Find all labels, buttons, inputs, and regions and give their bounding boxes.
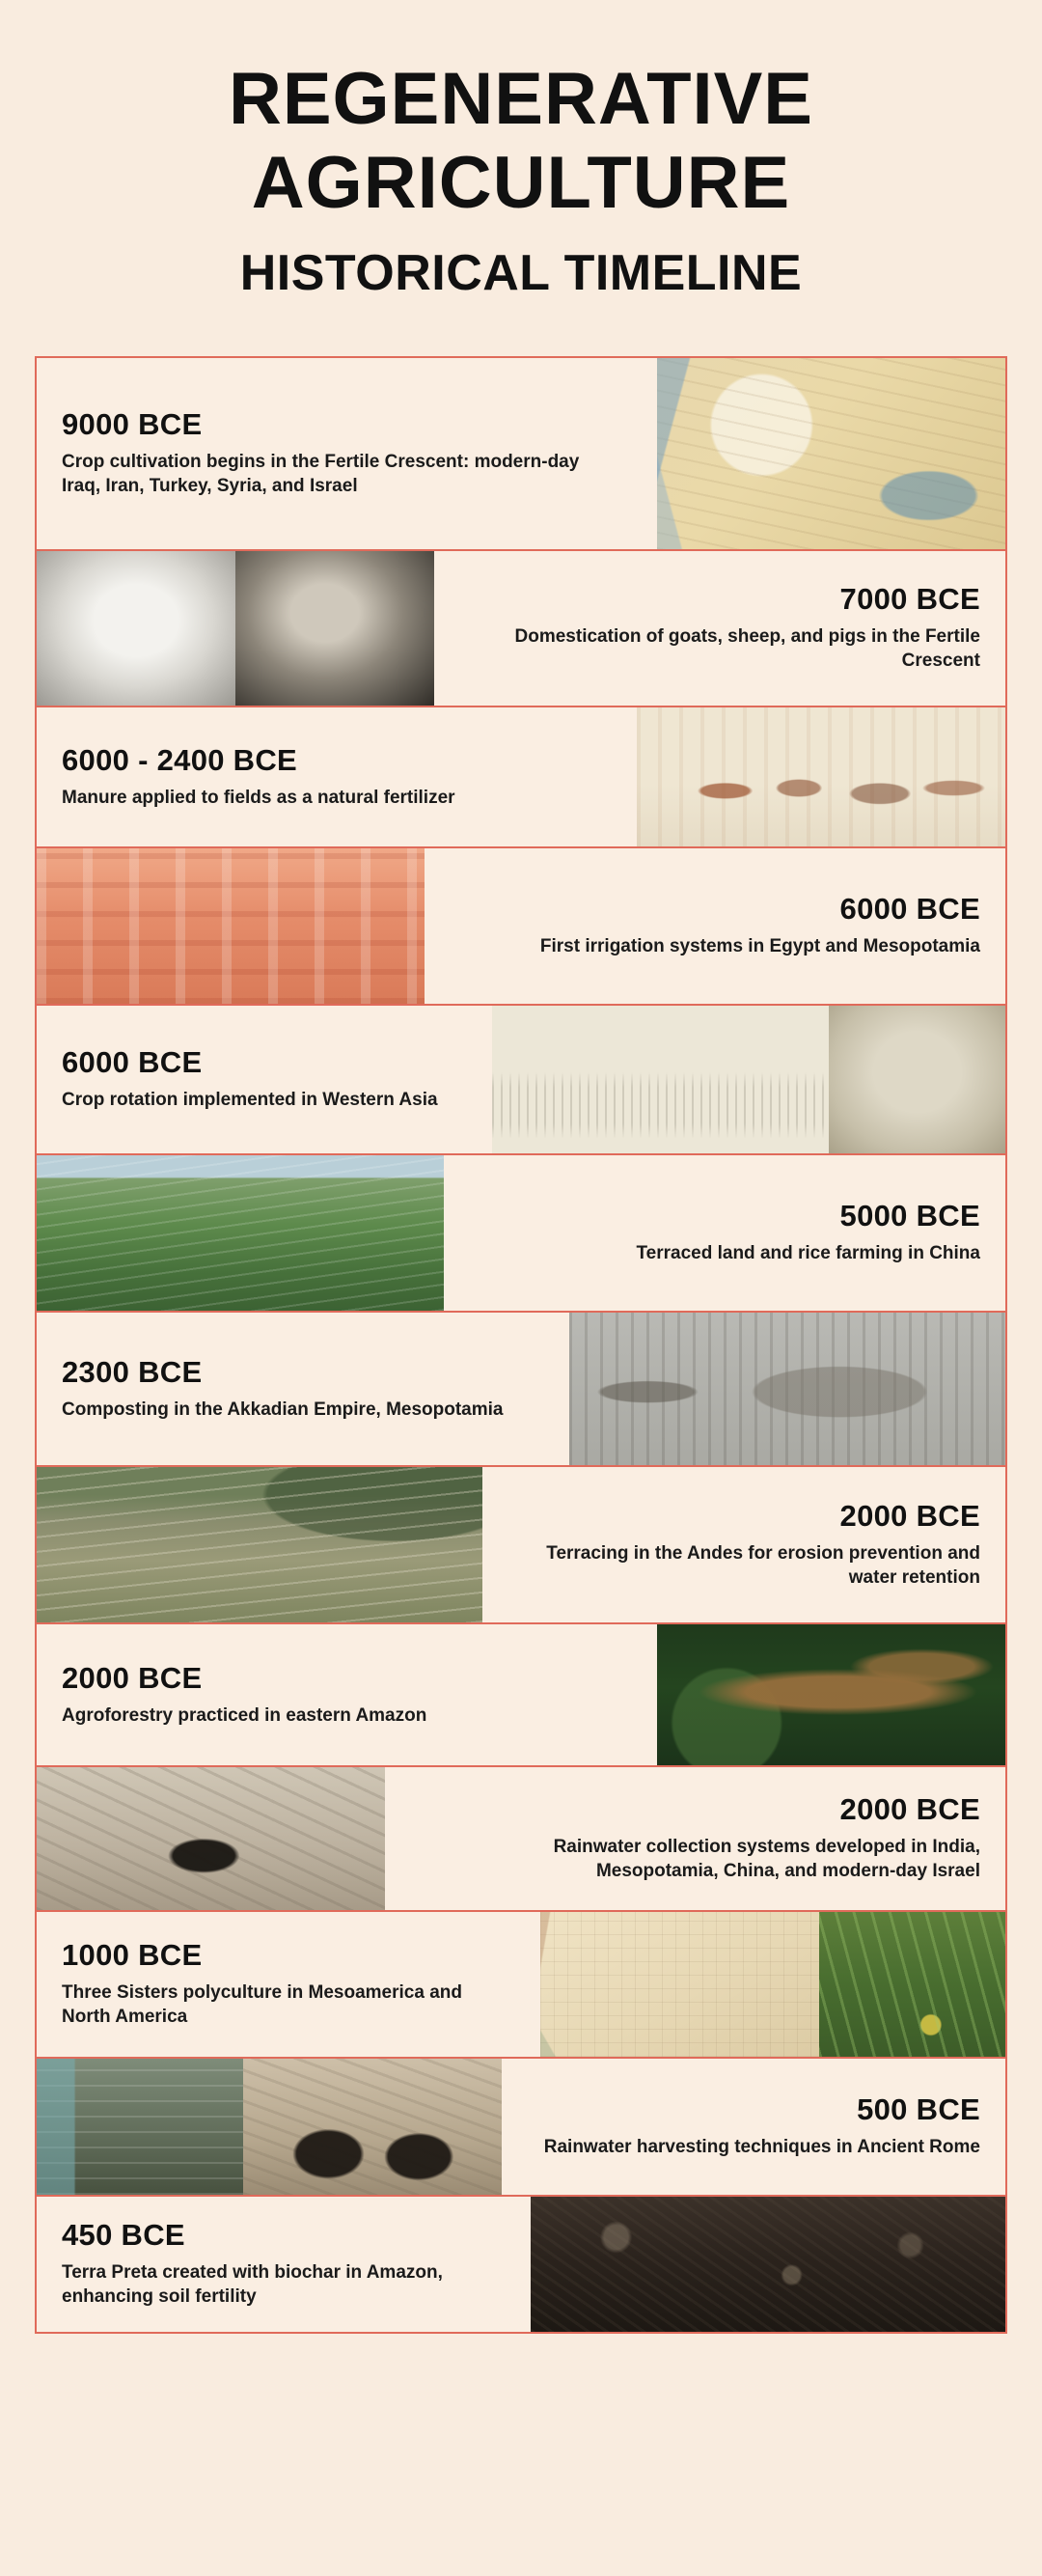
ancient-stone-water-cistern-image: [37, 1767, 385, 1910]
timeline-entry-images: [657, 358, 1005, 549]
page-title-line-1: REGENERATIVE: [228, 58, 813, 140]
timeline-era: 6000 - 2400 BCE: [62, 742, 298, 777]
timeline-description: Rainwater collection systems developed in India, Mesopotamia, China, and modern-day Israel: [553, 1837, 980, 1882]
egyptian-tomb-painting-of-plowing-with-oxen-image: [637, 707, 1005, 846]
timeline-entry-text: [425, 848, 1005, 1004]
page-subtitle: HISTORICAL TIMELINE: [239, 244, 803, 301]
timeline: [35, 356, 1007, 2334]
timeline-description: Agroforestry practiced in eastern Amazon: [62, 1704, 427, 1726]
timeline-era: 7000 BCE: [839, 582, 980, 616]
timeline-entry-text: [444, 1155, 1005, 1311]
timeline-era: 500 BCE: [857, 2092, 980, 2127]
timeline-entry-text: [37, 1624, 657, 1765]
timeline-entry-text: [502, 2059, 1005, 2195]
timeline-row: [37, 1006, 1005, 1155]
line-drawing-of-ancient-farmers-image: [492, 1006, 829, 1153]
timeline-row: [37, 2059, 1005, 2197]
timeline-entry-images: [540, 1912, 1005, 2057]
timeline-entry-text: [37, 1006, 492, 1153]
corn-beans-and-squash-planting-image: [819, 1912, 1005, 2057]
timeline-description: First irrigation systems in Egypt and Mesopotamia: [539, 936, 980, 957]
timeline-row: [37, 1313, 1005, 1467]
timeline-entry-text: [37, 1313, 569, 1465]
timeline-era: 5000 BCE: [839, 1199, 980, 1233]
timeline-era: 450 BCE: [62, 2218, 185, 2252]
roman-vaulted-cistern-chambers-image: [243, 2059, 502, 2195]
timeline-entry-text: [385, 1767, 1005, 1910]
roman-aqueduct-water-channel-image: [37, 2059, 243, 2195]
page-title-line-2: AGRICULTURE: [251, 142, 791, 225]
timeline-entry-images: [37, 551, 434, 706]
timeline-entry-text: [37, 707, 637, 846]
timeline-row: [37, 2197, 1005, 2332]
red-ochre-fresco-of-workers-image: [37, 848, 425, 1004]
antique-map-of-mesoamerica-and-north-america-image: [540, 1912, 819, 2057]
timeline-era: 9000 BCE: [62, 407, 203, 441]
timeline-entry-text: [37, 2197, 531, 2332]
timeline-description: Terra Preta created with biochar in Amazon, enhancing soil fertility: [62, 2262, 443, 2308]
timeline-era: 2300 BCE: [62, 1354, 203, 1389]
timeline-entry-images: [531, 2197, 1005, 2332]
timeline-era: 2000 BCE: [839, 1792, 980, 1826]
timeline-description: Three Sisters polyculture in Mesoamerica and North America: [62, 1982, 462, 2028]
timeline-entry-images: [492, 1006, 1005, 1153]
timeline-era: 1000 BCE: [62, 1938, 203, 1972]
timeline-description: Domestication of goats, sheep, and pigs in the Fertile Crescent: [514, 626, 980, 672]
timeline-era: 6000 BCE: [62, 1045, 203, 1080]
timeline-entry-images: [37, 848, 425, 1004]
timeline-description: Rainwater harvesting techniques in Ancient Rome: [543, 2137, 980, 2158]
timeline-description: Composting in the Akkadian Empire, Mesopotamia: [62, 1399, 504, 1420]
green-terraced-rice-fields-image: [37, 1155, 444, 1311]
timeline-entry-images: [637, 707, 1005, 846]
timeline-era: 2000 BCE: [62, 1660, 203, 1695]
timeline-row: [37, 1767, 1005, 1912]
timeline-row: [37, 848, 1005, 1006]
aerial-view-of-amazon-river-and-forest-image: [657, 1624, 1005, 1765]
timeline-row: [37, 1624, 1005, 1767]
timeline-row: [37, 1912, 1005, 2059]
timeline-entry-text: [37, 1912, 540, 2057]
timeline-description: Terraced land and rice farming in China: [636, 1243, 980, 1264]
timeline-description: Terracing in the Andes for erosion prevention and water retention: [546, 1542, 980, 1588]
timeline-entry-images: [657, 1624, 1005, 1765]
white-animal-head-sculpture-image: [37, 551, 235, 706]
timeline-entry-text: [482, 1467, 1005, 1622]
timeline-era: 6000 BCE: [839, 892, 980, 927]
timeline-row: [37, 1155, 1005, 1313]
timeline-row: [37, 358, 1005, 551]
andean-stone-terraces-machu-picchu-image: [37, 1467, 482, 1622]
timeline-entry-text: [434, 551, 1005, 706]
dark-terra-preta-soil-image: [531, 2197, 1005, 2332]
timeline-entry-images: [569, 1313, 1005, 1465]
page-header: [0, 0, 1042, 302]
timeline-description: Crop rotation implemented in Western Asia: [62, 1090, 438, 1111]
timeline-entry-images: [37, 1155, 444, 1311]
akkadian-cylinder-seal-image: [569, 1313, 1005, 1465]
statue-of-man-carrying-calf-image: [235, 551, 434, 706]
timeline-row: [37, 1467, 1005, 1624]
timeline-entry-images: [37, 1467, 482, 1622]
timeline-description: Crop cultivation begins in the Fertile Crescent: modern-day Iraq, Iran, Turkey, Syria, and Israel: [62, 452, 580, 497]
timeline-description: Manure applied to fields as a natural fertilizer: [62, 787, 455, 808]
timeline-row: [37, 551, 1005, 707]
carved-stone-seal-relief-image: [829, 1006, 1005, 1153]
antique-map-of-mesopotamia-image: [657, 358, 1005, 549]
timeline-era: 2000 BCE: [839, 1498, 980, 1533]
timeline-entry-text: [37, 358, 657, 549]
timeline-entry-images: [37, 1767, 385, 1910]
timeline-entry-images: [37, 2059, 502, 2195]
timeline-row: [37, 707, 1005, 848]
